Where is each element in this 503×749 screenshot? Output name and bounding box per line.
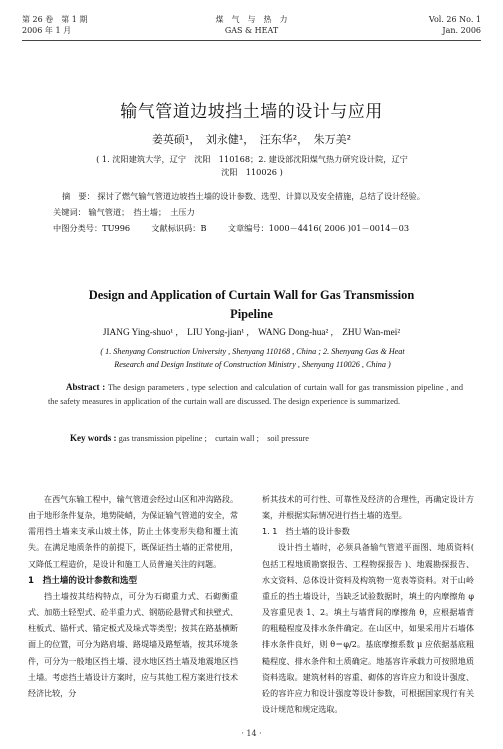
keywords-cn-text: 输气管道； 挡土墙； 土压力 xyxy=(88,207,195,217)
body-paragraph: 设计挡土墙时，必须具备输气管道平面图、地质资料( 包括工程地质勘察报告、工程物探报告 )、地震勘探报告、水文资料、总体设计资料及构筑物一览表等资料。对于山岭重丘的挡土墙设计，当缺乏试验数据时，填土的内摩擦角 φ 及容重见表 1、2。填土与墙背间的摩擦角 θ，应根据墙背的粗糙程度及排水条件确定。在山区中，如果采用片石墙体排水条件良好，则 θ＝φ/2。基底摩擦系数 μ 应依据基底粗糙程度、排水条件和土质确定。地基容许承载力可按照地质资料选取。建筑材料的容重、砌体的容许应力和设计强度、砼的容许应力和设计强度等设计参数，可根据国家现行有关设计规范和规定选取。 xyxy=(262,543,474,715)
keywords-en-text: gas transmission pipeline ; curtain wall ; soil pressure xyxy=(118,434,309,443)
body-paragraph: 在西气东输工程中，输气管道会经过山区和冲沟路段。由于地形条件复杂，地势陡峭，为保证输气管道的安全，常需用挡土墙来支承山坡土体，防止土体变形失稳和覆土流失。在满足地质条件的前提下，既保证挡土墙的正常使用，又降低工程造价，是设计和施工人员普遍关注的问题。 xyxy=(28,495,238,569)
page-number: · 14 · xyxy=(241,729,262,738)
keywords-cn xyxy=(48,206,463,219)
subsection-heading: 1. 1 挡土墙的设计参数 xyxy=(262,527,350,537)
paper-title-en-line: Design and Application of Curtain Wall for Gas Transmission xyxy=(88,288,415,302)
abstract-cn-text: 探讨了燃气输气管道边坡挡土墙的设计参数、选型、计算以及安全措施，总结了设计经验。 xyxy=(97,191,425,201)
clc-label: 中图分类号： xyxy=(53,223,103,233)
affiliation-cn xyxy=(52,153,452,179)
authors-cn: 姜英硕¹， 刘永健¹， 汪东华²， 朱万美² xyxy=(151,133,352,146)
clc-value: TU996 xyxy=(102,223,131,233)
affiliation-cn-line: ( 1. 沈阳建筑大学，辽宁 沈阳 110168；2. 建设部沈阳煤气热力研究设计院，辽宁 xyxy=(96,154,408,164)
journal-volume: 第 26 卷 第 1 期 xyxy=(22,15,88,24)
abstract-cn-label: 摘 要： xyxy=(62,191,95,201)
body-paragraph: 析其技术的可行性、可靠性及经济的合理性，再确定设计方案，并根据实际情况进行挡土墙的选型。 xyxy=(262,495,474,521)
body-paragraph: 挡土墙按其结构特点，可分为石砌重力式、石砌衡重式、加筋土轻型式、砼半重力式、钢筋砼悬臂式和扶壁式、柱板式、锚杆式、锚定板式及垛式等类型；按其在路基横断面上的位置，可分为路肩墙、路堤墙及路堑墙，按其环境条件，可分为一般地区挡土墙、浸水地区挡土墙及地震地区挡土墙。考虑挡土墙设计方案时，应与其他工程方案进行技术经济比较，分 xyxy=(28,591,238,698)
article-no-label: 文章编号： xyxy=(227,223,269,233)
affiliation-en-line: Research and Design Institute of Construction Ministry , Shenyang 110026 , China ) xyxy=(114,360,391,369)
doc-code-label: 文献标识码： xyxy=(151,223,201,233)
journal-name-cn: 煤 气 与 热 力 xyxy=(215,15,288,24)
classification-cn xyxy=(48,222,463,235)
body-column-left xyxy=(28,492,238,702)
keywords-cn-label: 关键词： xyxy=(53,207,86,217)
journal-name-en: GAS & HEAT xyxy=(224,26,279,35)
doc-code-value: B xyxy=(200,223,207,233)
article-no-value: 1000－4416( 2006 )01－0014－03 xyxy=(268,223,410,233)
affiliation-en-line: ( 1. Shenyang Construction University , Shenyang 110168 , China ; 2. Shenyang Gas & Heat xyxy=(100,347,405,356)
journal-volume-en: Vol. 26 No. 1 xyxy=(428,15,481,24)
affiliation-en xyxy=(55,345,450,371)
abstract-en xyxy=(48,380,463,409)
journal-name xyxy=(0,14,503,36)
journal-date-cn: 2006 年 1 月 xyxy=(22,26,72,35)
abstract-cn xyxy=(48,190,463,203)
abstract-en-text: The design parameters , type selection and calculation of curtain wall for gas transmission pipeline , and the safety measures in application of the curtain wall are discussed. The design experience is summarized. xyxy=(48,383,463,406)
keywords-en xyxy=(70,432,470,444)
journal-date-en: Jan. 2006 xyxy=(442,26,481,35)
affiliation-cn-line: 沈阳 110026 ) xyxy=(221,167,283,177)
paper-title-cn: 输气管道边坡挡土墙的设计与应用 xyxy=(120,102,383,122)
keywords-en-label: Key words : xyxy=(70,433,117,443)
paper-title-en xyxy=(40,286,463,324)
header-rule xyxy=(22,40,481,41)
authors-en: JIANG Ying-shuo¹ , LIU Yong-jian¹ , WANG Dong-hua² , ZHU Wan-mei² xyxy=(102,328,401,338)
paper-title-en-line: Pipeline xyxy=(230,307,273,321)
abstract-cn-block xyxy=(48,190,463,235)
section-heading: 1 挡土墙的设计参数和选型 xyxy=(28,575,138,586)
body-column-right xyxy=(262,492,474,718)
journal-issue-info-en xyxy=(429,14,481,36)
abstract-en-label: Abstract : xyxy=(66,382,106,392)
